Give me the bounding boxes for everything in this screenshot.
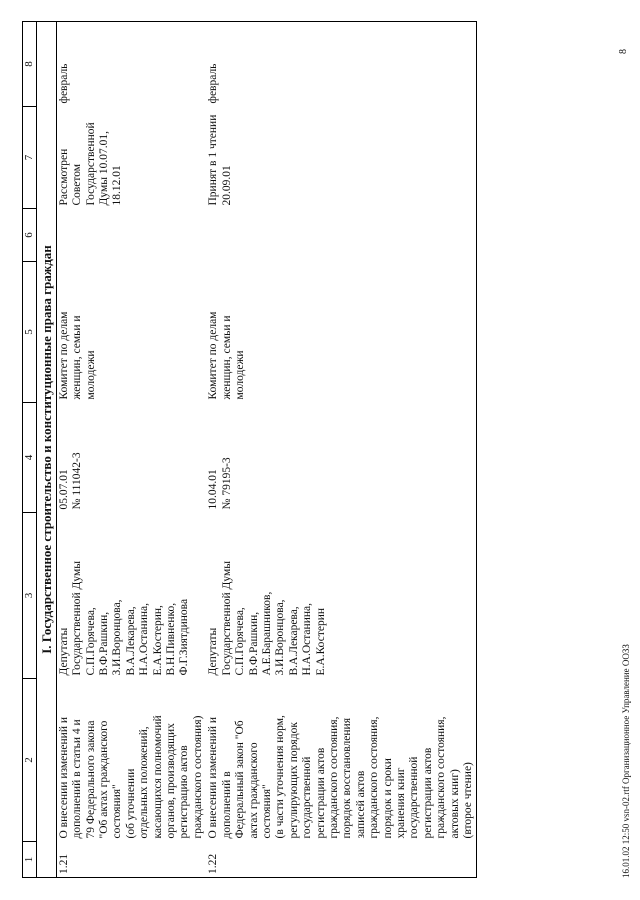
bill-date-number: 10.04.01 № 79195-3 — [206, 403, 477, 513]
column-number-row — [23, 22, 37, 878]
column-number: 2 — [23, 679, 37, 842]
bill-date-number: 05.07.01 № 111042-3 — [57, 452, 84, 510]
bill-initiator: Депутаты Государственной Думы С.П.Горячева, В.Ф.Рашкин, З.И.Воронцова, В.А.Лекарева, Н.А.Останина, Е.А.Костерин, В.Н.Пивненко, Ф.Г.Зиятдинова — [57, 561, 191, 676]
column-number: 7 — [23, 107, 37, 209]
table-row — [56, 22, 206, 878]
section-heading-row — [37, 22, 56, 878]
bill-initiator: Депутаты Государственной Думы С.П.Горячева, В.Ф.Рашкин, А.Е.Барашников, З.И.Воронцова, В.А.Лекарева, Н.А.Останина, Е.А.Костерин — [206, 513, 477, 679]
bill-title: О внесении изменений и дополнений в статьи 4 и 79 Федерального закона "Об актах гражданского состояния" (об уточнении отдельных положений, касающихся полномочий органов, производящих регистрацию актов гражданского состояния) — [57, 715, 204, 839]
bill-status: Рассмотрен Советом Государственной Думы 10.07.01, 18.12.01 — [57, 122, 124, 206]
column-number: 6 — [23, 209, 37, 262]
row-number: 1.22 — [206, 842, 477, 878]
legislation-table — [22, 21, 477, 878]
row-number: 1.21 — [56, 842, 206, 878]
bill-title: О внесении изменений и дополнений в Федеральный закон "Об актах гражданского состояния" (в части уточнения норм, регулирующих порядок государственной регистрации актов гражданского состояния, порядок восстановления записей актов гражданского состояния, порядок и сроки хранения книг государственной регистрации актов гражданского состояния, актовых книг) (второе чтение) — [206, 679, 477, 842]
print-footer: 16.01.02 12:50 vsn-02.rtf Организационное Управление ООЗЗ — [621, 644, 631, 878]
section-title: I. Государственное строительство и конституционные права граждан — [37, 22, 56, 878]
column-number: 8 — [23, 22, 37, 107]
bill-status: Принят в 1 чтении 20.09.01 — [206, 107, 477, 209]
page-number: 8 — [618, 49, 629, 54]
column-number: 5 — [23, 262, 37, 403]
table-row — [206, 22, 477, 878]
column-number: 1 — [23, 842, 37, 878]
responsible-committee: Комитет по делам женщин, семьи и молодежи — [57, 311, 97, 400]
planned-month: февраль — [206, 22, 477, 107]
column-6-cell — [56, 209, 206, 262]
column-6-cell — [206, 209, 477, 262]
column-number: 3 — [23, 513, 37, 679]
column-number: 4 — [23, 403, 37, 513]
responsible-committee: Комитет по делам женщин, семьи и молодежи — [206, 262, 477, 403]
planned-month: февраль — [56, 22, 206, 107]
